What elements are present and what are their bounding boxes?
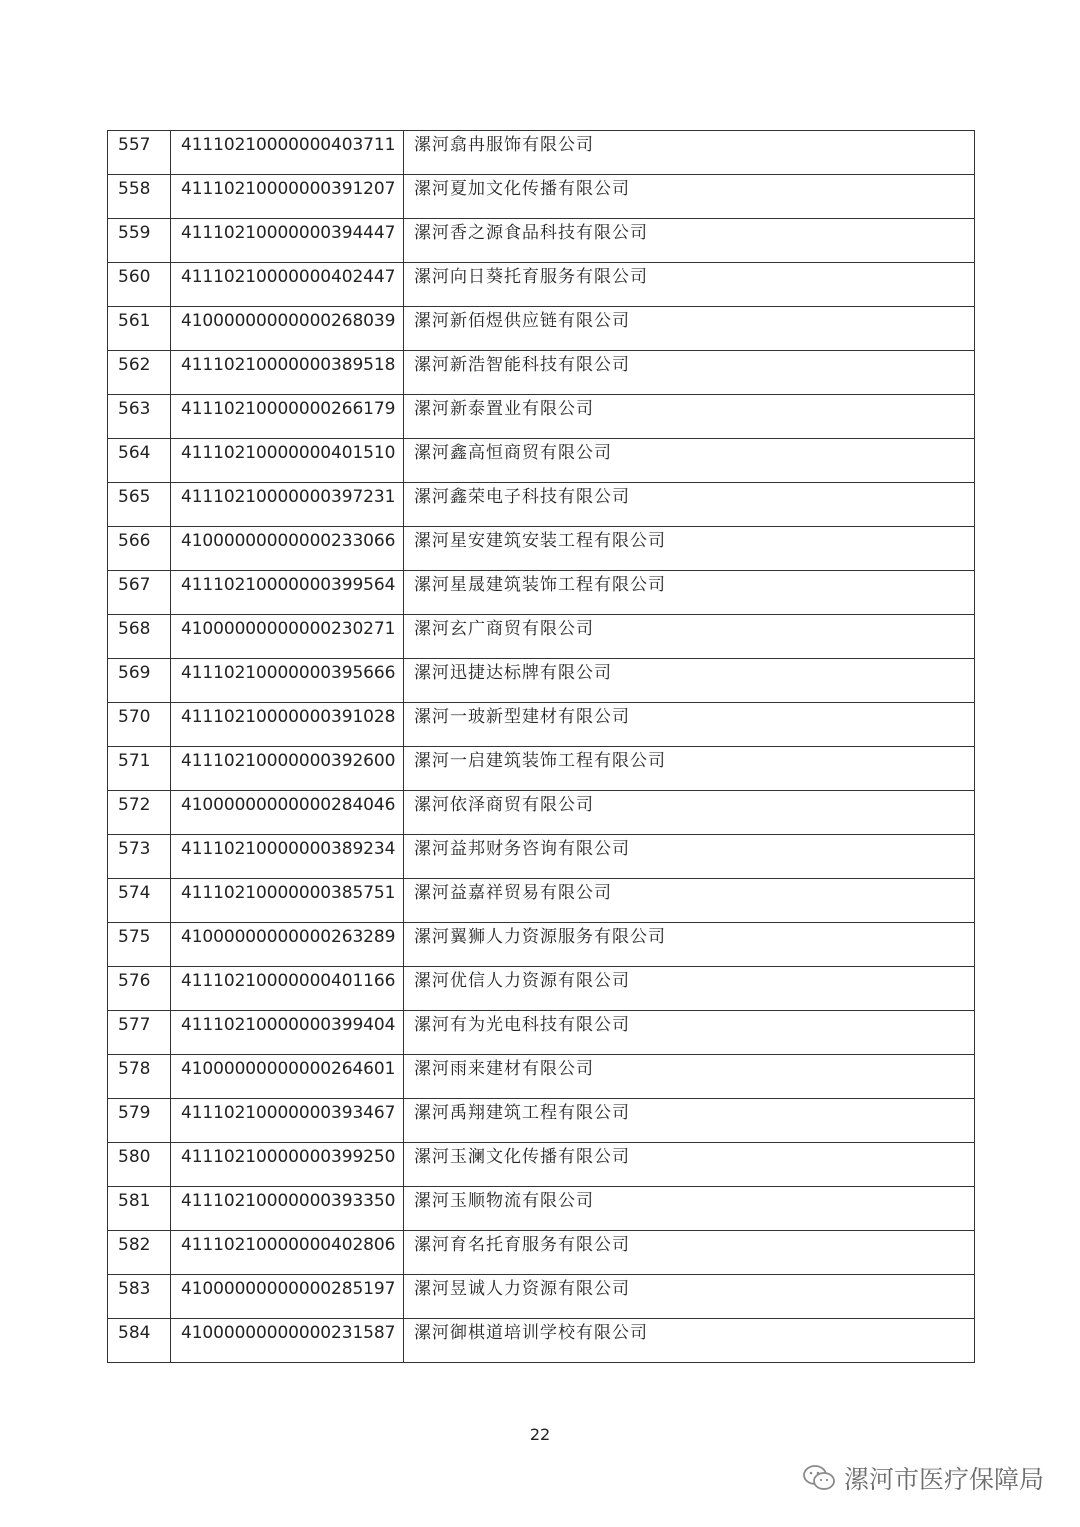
row-number: 582 bbox=[108, 1231, 171, 1275]
row-code: 41110210000000389234 bbox=[171, 835, 404, 879]
row-number: 567 bbox=[108, 571, 171, 615]
row-code: 41110210000000401510 bbox=[171, 439, 404, 483]
table-row bbox=[108, 527, 975, 571]
row-code: 41000000000000264601 bbox=[171, 1055, 404, 1099]
row-company-name: 漯河新浩智能科技有限公司 bbox=[404, 351, 975, 395]
watermark bbox=[802, 1460, 1044, 1496]
row-number: 571 bbox=[108, 747, 171, 791]
row-number: 583 bbox=[108, 1275, 171, 1319]
row-number: 569 bbox=[108, 659, 171, 703]
row-company-name: 漯河鑫荣电子科技有限公司 bbox=[404, 483, 975, 527]
row-code: 41110210000000394447 bbox=[171, 219, 404, 263]
watermark-text: 漯河市医疗保障局 bbox=[843, 1465, 1044, 1494]
row-code: 41000000000000268039 bbox=[171, 307, 404, 351]
table-row bbox=[108, 615, 975, 659]
table-row bbox=[108, 703, 975, 747]
row-number: 568 bbox=[108, 615, 171, 659]
row-code: 41110210000000389518 bbox=[171, 351, 404, 395]
table-row bbox=[108, 1319, 975, 1363]
row-company-name: 漯河鑫高恒商贸有限公司 bbox=[404, 439, 975, 483]
table-row bbox=[108, 351, 975, 395]
row-code: 41000000000000284046 bbox=[171, 791, 404, 835]
row-number: 561 bbox=[108, 307, 171, 351]
row-company-name: 漯河夏加文化传播有限公司 bbox=[404, 175, 975, 219]
table-row bbox=[108, 395, 975, 439]
row-code: 41110210000000393350 bbox=[171, 1187, 404, 1231]
row-code: 41110210000000397231 bbox=[171, 483, 404, 527]
row-company-name: 漯河御棋道培训学校有限公司 bbox=[404, 1319, 975, 1363]
page-number: 22 bbox=[529, 1425, 551, 1444]
row-code: 41110210000000393467 bbox=[171, 1099, 404, 1143]
row-number: 578 bbox=[108, 1055, 171, 1099]
row-code: 41110210000000402447 bbox=[171, 263, 404, 307]
table-row bbox=[108, 791, 975, 835]
company-table bbox=[107, 130, 975, 1363]
table-row bbox=[108, 1055, 975, 1099]
row-number: 560 bbox=[108, 263, 171, 307]
row-number: 564 bbox=[108, 439, 171, 483]
company-table-body bbox=[108, 131, 975, 1363]
table-row bbox=[108, 1231, 975, 1275]
row-number: 558 bbox=[108, 175, 171, 219]
row-number: 557 bbox=[108, 131, 171, 175]
row-company-name: 漯河翼狮人力资源服务有限公司 bbox=[404, 923, 975, 967]
row-number: 573 bbox=[108, 835, 171, 879]
table-row bbox=[108, 835, 975, 879]
table-row bbox=[108, 263, 975, 307]
row-company-name: 漯河翕冉服饰有限公司 bbox=[404, 131, 975, 175]
row-company-name: 漯河禹翔建筑工程有限公司 bbox=[404, 1099, 975, 1143]
table-row bbox=[108, 175, 975, 219]
table-row bbox=[108, 219, 975, 263]
table-row bbox=[108, 483, 975, 527]
row-number: 575 bbox=[108, 923, 171, 967]
table-row bbox=[108, 923, 975, 967]
row-number: 572 bbox=[108, 791, 171, 835]
row-number: 563 bbox=[108, 395, 171, 439]
row-number: 565 bbox=[108, 483, 171, 527]
row-company-name: 漯河优信人力资源有限公司 bbox=[404, 967, 975, 1011]
row-number: 580 bbox=[108, 1143, 171, 1187]
row-code: 41110210000000399564 bbox=[171, 571, 404, 615]
row-code: 41110210000000391028 bbox=[171, 703, 404, 747]
row-company-name: 漯河昱诚人力资源有限公司 bbox=[404, 1275, 975, 1319]
row-company-name: 漯河育名托育服务有限公司 bbox=[404, 1231, 975, 1275]
table-row bbox=[108, 1011, 975, 1055]
row-code: 41110210000000392600 bbox=[171, 747, 404, 791]
row-company-name: 漯河玄广商贸有限公司 bbox=[404, 615, 975, 659]
row-number: 574 bbox=[108, 879, 171, 923]
row-company-name: 漯河一玻新型建材有限公司 bbox=[404, 703, 975, 747]
row-code: 41110210000000385751 bbox=[171, 879, 404, 923]
row-company-name: 漯河依泽商贸有限公司 bbox=[404, 791, 975, 835]
row-number: 577 bbox=[108, 1011, 171, 1055]
row-company-name: 漯河有为光电科技有限公司 bbox=[404, 1011, 975, 1055]
row-code: 41000000000000285197 bbox=[171, 1275, 404, 1319]
row-number: 584 bbox=[108, 1319, 171, 1363]
row-company-name: 漯河玉顺物流有限公司 bbox=[404, 1187, 975, 1231]
row-number: 579 bbox=[108, 1099, 171, 1143]
row-company-name: 漯河向日葵托育服务有限公司 bbox=[404, 263, 975, 307]
table-row bbox=[108, 1099, 975, 1143]
row-code: 41000000000000230271 bbox=[171, 615, 404, 659]
table-row bbox=[108, 307, 975, 351]
table-row bbox=[108, 1275, 975, 1319]
row-code: 41110210000000403711 bbox=[171, 131, 404, 175]
row-code: 41110210000000395666 bbox=[171, 659, 404, 703]
row-code: 41000000000000233066 bbox=[171, 527, 404, 571]
table-row bbox=[108, 967, 975, 1011]
row-code: 41110210000000399250 bbox=[171, 1143, 404, 1187]
row-number: 581 bbox=[108, 1187, 171, 1231]
row-number: 576 bbox=[108, 967, 171, 1011]
row-company-name: 漯河新泰置业有限公司 bbox=[404, 395, 975, 439]
row-code: 41110210000000401166 bbox=[171, 967, 404, 1011]
wechat-icon bbox=[802, 1464, 836, 1492]
table-row bbox=[108, 659, 975, 703]
row-company-name: 漯河迅捷达标牌有限公司 bbox=[404, 659, 975, 703]
table-row bbox=[108, 1187, 975, 1231]
row-code: 41110210000000391207 bbox=[171, 175, 404, 219]
row-number: 559 bbox=[108, 219, 171, 263]
row-company-name: 漯河雨来建材有限公司 bbox=[404, 1055, 975, 1099]
row-code: 41110210000000402806 bbox=[171, 1231, 404, 1275]
table-row bbox=[108, 131, 975, 175]
row-code: 41110210000000399404 bbox=[171, 1011, 404, 1055]
table-row bbox=[108, 571, 975, 615]
row-company-name: 漯河星晟建筑装饰工程有限公司 bbox=[404, 571, 975, 615]
row-number: 566 bbox=[108, 527, 171, 571]
table-row bbox=[108, 1143, 975, 1187]
row-company-name: 漯河一启建筑装饰工程有限公司 bbox=[404, 747, 975, 791]
row-company-name: 漯河益邦财务咨询有限公司 bbox=[404, 835, 975, 879]
row-number: 570 bbox=[108, 703, 171, 747]
row-code: 41110210000000266179 bbox=[171, 395, 404, 439]
row-company-name: 漯河益嘉祥贸易有限公司 bbox=[404, 879, 975, 923]
table-row bbox=[108, 747, 975, 791]
table-row bbox=[108, 439, 975, 483]
row-code: 41000000000000231587 bbox=[171, 1319, 404, 1363]
row-company-name: 漯河星安建筑安装工程有限公司 bbox=[404, 527, 975, 571]
row-code: 41000000000000263289 bbox=[171, 923, 404, 967]
table-row bbox=[108, 879, 975, 923]
row-company-name: 漯河香之源食品科技有限公司 bbox=[404, 219, 975, 263]
row-company-name: 漯河玉澜文化传播有限公司 bbox=[404, 1143, 975, 1187]
row-number: 562 bbox=[108, 351, 171, 395]
row-company-name: 漯河新佰煜供应链有限公司 bbox=[404, 307, 975, 351]
